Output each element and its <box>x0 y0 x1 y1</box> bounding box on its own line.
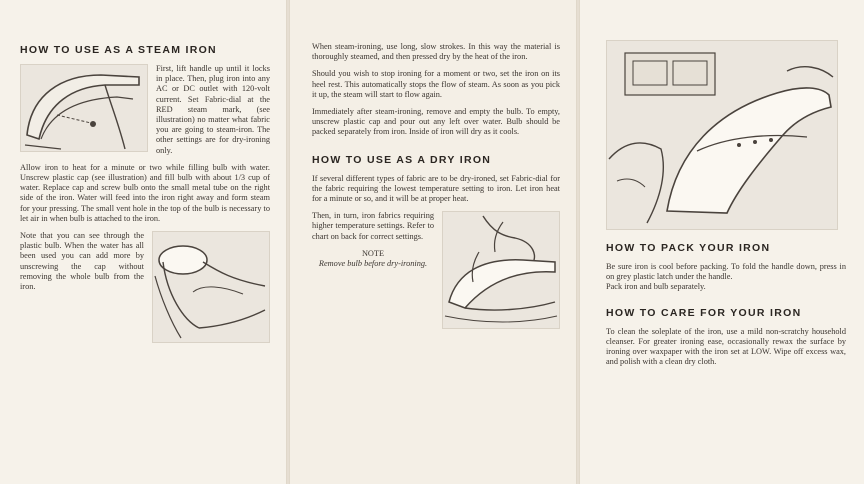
panel-ironing-tips <box>290 0 576 484</box>
heading-steam-iron: HOW TO USE AS A STEAM IRON <box>20 44 217 56</box>
panel-pack-and-care <box>580 0 864 484</box>
bulb-cap-drawing <box>153 232 269 342</box>
dry-iron-paragraph: If several different types of fabric are to be dry-ironed, set Fabric-dial for the fabric requiring the lowest temperature setting to iron. Let iron heat for a minute or so, and it will be at proper heat. <box>312 173 560 204</box>
pack-separately-paragraph: Pack iron and bulb separately. <box>606 282 706 292</box>
illustration-handle-lift <box>20 64 148 152</box>
note-heading: NOTE <box>361 248 385 258</box>
fill-bulb-paragraph: Allow iron to heat for a minute or two while filling bulb with water. Unscrew plastic cap (see illustration) and fill bulb with about 1/3 cup of water. Replace cap and screw bulb onto the small metal tube on the right side of the iron. Water will feed into the iron right away and form steam for your pressing. The small vent hole in the top of the bulb is necessary to let air in when bulb is attached to the iron. <box>20 162 270 223</box>
empty-bulb-paragraph: Immediately after steam-ironing, remove and empty the bulb. To empty, unscrew plastic cap and pour out any left over water. Bulb should be packed separately from iron. Inside of iron will dry as it cools. <box>312 107 560 137</box>
steam-intro-paragraph: First, lift handle up until it locks in place. Then, plug iron into any AC or DC outlet with 120-volt current. Set Fabric-dial at the RED steam mark, (see illustration) no matter what fabric you are going to steam-iron. The other settings are for dry-ironing only. <box>156 64 270 155</box>
heading-care-iron: HOW TO CARE FOR YOUR IRON <box>606 306 802 319</box>
panel-steam-iron <box>0 0 286 484</box>
illustration-bulb-cap <box>152 231 270 343</box>
illustration-folded-iron <box>606 40 838 230</box>
heel-rest-paragraph: Should you wish to stop ironing for a moment or two, set the iron on its heel rest. This automatically stops the flow of steam. As soon as you pick it up, the steam will start to flow again. <box>312 69 560 99</box>
note-text: Remove bulb before dry-ironing. <box>318 259 428 269</box>
illustration-remove-bulb <box>442 211 560 329</box>
iron-handle-drawing <box>21 65 147 151</box>
see-through-bulb-paragraph: Note that you can see through the plastic bulb. When the water has all been used you can add more by unscrewing the cap without removing the whole bulb from the iron. <box>20 231 144 292</box>
heading-dry-iron: HOW TO USE AS A DRY IRON <box>312 153 492 166</box>
long-strokes-paragraph: When steam-ironing, use long, slow strokes. In this way the material is thoroughly steamed, and then pressed dry by the heat of the iron. <box>312 42 560 62</box>
fold-handle-paragraph: Be sure iron is cool before packing. To fold the handle down, press in on grey plastic latch under the handle. <box>606 262 846 282</box>
heading-pack-iron: HOW TO PACK YOUR IRON <box>606 242 771 254</box>
remove-bulb-drawing <box>443 212 559 328</box>
clean-soleplate-paragraph: To clean the soleplate of the iron, use a mild non-scratchy household cleanser. For greater ironing ease, occasionally rewax the surface by ironing over waxpaper with the iron set at LOW. Wipe off excess wax, and polish with a clean dry cloth. <box>606 326 846 367</box>
higher-temperature-paragraph: Then, in turn, iron fabrics requiring higher temperature settings. Refer to chart on back for correct settings. <box>312 211 434 241</box>
folded-iron-drawing <box>607 41 837 229</box>
